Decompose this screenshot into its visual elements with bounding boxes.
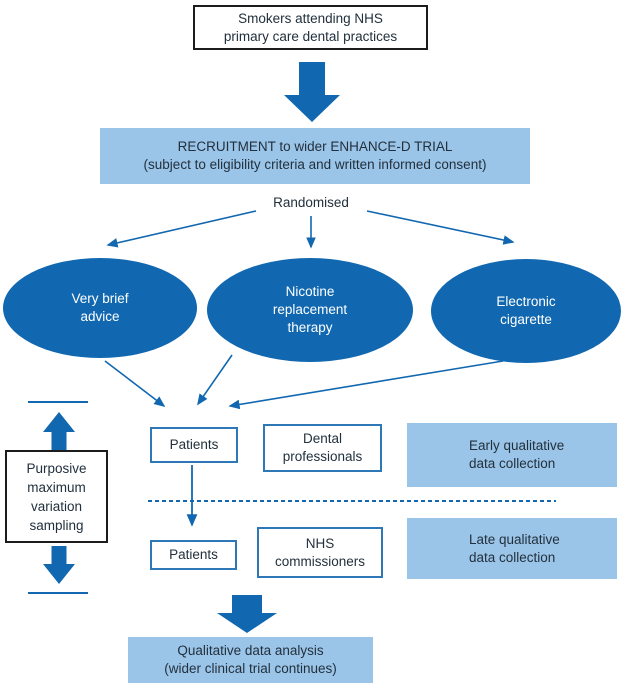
node-nhs-commissioners-line: NHS (305, 535, 335, 551)
label-nrt-line: therapy (287, 320, 333, 335)
node-late-qualitative (407, 518, 617, 579)
node-qualitative-analysis-line: (wider clinical trial continues) (164, 661, 337, 676)
node-nhs-commissioners (257, 527, 383, 578)
arrow-ec-to-patients (230, 361, 503, 406)
node-dental-professionals-line: Dental (302, 431, 343, 446)
node-smokers-line: Smokers attending NHS (238, 10, 383, 26)
label-vba-line: Very brief (71, 291, 129, 306)
label-very-brief-advice (20, 290, 180, 326)
node-purposive-sampling-line: sampling (29, 517, 84, 533)
label-vba-line: advice (80, 309, 120, 324)
node-late-qualitative-line: data collection (469, 549, 556, 565)
node-recruitment-line: RECRUITMENT to wider ENHANCE-D TRIAL (177, 139, 453, 154)
randomised-label: Randomised (273, 195, 349, 210)
node-early-qualitative (407, 423, 617, 487)
arrow-nrt-to-patients (198, 355, 232, 404)
node-qualitative-analysis-line: Qualitative data analysis (177, 643, 324, 658)
node-patients-late-label: Patients (169, 547, 218, 562)
node-dental-professionals-line: professionals (282, 449, 363, 464)
node-purposive-sampling-line: variation (30, 498, 83, 514)
label-ec-line: Electronic (496, 294, 556, 309)
node-purposive-sampling-line: Purposive (26, 460, 87, 476)
node-smokers-line: primary care dental practices (223, 28, 398, 44)
node-purposive-sampling-line: maximum (27, 479, 86, 495)
sampling-down-arrow (43, 546, 75, 584)
node-dental-professionals (263, 424, 382, 472)
arrow-vba-to-patients (105, 361, 164, 406)
thick-down-arrow-analysis (217, 595, 277, 633)
node-nhs-commissioners-line: commissioners (274, 553, 366, 569)
node-recruitment-line: (subject to eligibility criteria and written informed consent) (143, 157, 487, 172)
arrow-randomised-to-very-brief-advice (108, 211, 256, 245)
node-patients-late (150, 540, 237, 570)
arrow-randomised-to-electronic-cigarette (367, 211, 513, 242)
node-patients-early (150, 427, 238, 463)
node-early-qualitative-line: data collection (469, 456, 556, 471)
node-purposive-sampling (5, 450, 108, 543)
label-electronic-cigarette (446, 293, 606, 329)
label-nicotine-replacement (230, 283, 390, 337)
label-ec-line: cigarette (500, 312, 552, 327)
node-recruitment (100, 128, 530, 184)
label-nrt-line: replacement (272, 302, 348, 317)
node-late-qualitative-line: Late qualitative (469, 531, 560, 547)
node-early-qualitative-line: Early qualitative (469, 438, 565, 453)
sampling-up-arrow (43, 412, 75, 450)
thick-down-arrow-recruitment (284, 62, 340, 122)
label-nrt-line: Nicotine (285, 284, 335, 299)
node-patients-early-label: Patients (169, 437, 219, 452)
node-smokers (193, 5, 428, 50)
node-qualitative-analysis (128, 637, 373, 683)
